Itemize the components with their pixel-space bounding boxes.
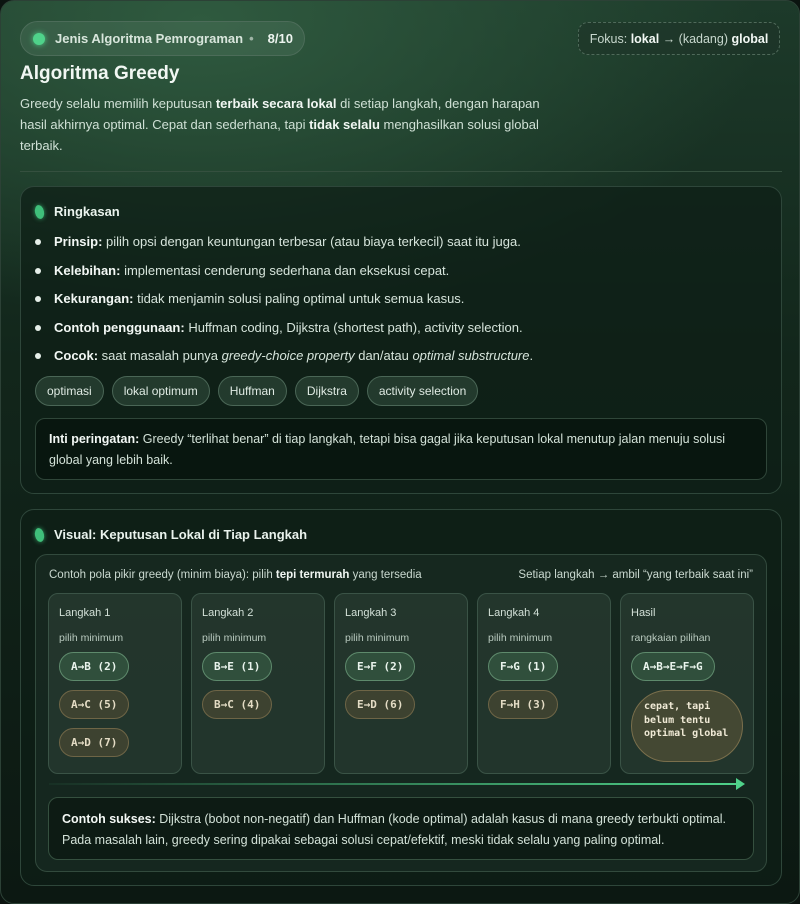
- success-note: Contoh sukses: Dijkstra (bobot non-negatif) dan Huffman (kode optimal) adalah kasus di mana greedy terbukti optimal. Pada masalah lain, greedy sering dipakai sebagai solusi cepat/efektif, meski tidak selalu yang paling optimal.: [48, 797, 754, 860]
- visual-title: Visual: Keputusan Lokal di Tiap Langkah: [35, 527, 307, 542]
- summary-title: Ringkasan: [35, 204, 120, 219]
- tag-optimasi[interactable]: optimasi: [35, 376, 104, 406]
- step-subtitle: pilih minimum: [202, 632, 267, 644]
- focus-pill: [578, 22, 780, 55]
- edge-chip-selected: A→B (2): [59, 652, 129, 681]
- step-title: Langkah 3: [345, 607, 397, 619]
- edge-chip-selected: E→F (2): [345, 652, 415, 681]
- result-card: [620, 593, 754, 774]
- step-subtitle: pilih minimum: [345, 632, 410, 644]
- edge-chip-selected: F→G (1): [488, 652, 558, 681]
- step-title: Langkah 2: [202, 607, 254, 619]
- tag-lokal-optimum[interactable]: lokal optimum: [112, 376, 210, 406]
- arrow-right-icon: [736, 778, 745, 790]
- step-subtitle: pilih minimum: [488, 632, 553, 644]
- step-title: Langkah 4: [488, 607, 540, 619]
- visual-diagram: [35, 554, 767, 872]
- tag-list: [35, 376, 486, 406]
- list-item: Kelebihan: implementasi cenderung sederhana dan eksekusi cepat.: [54, 262, 533, 291]
- progress-arrow-line: [49, 783, 739, 785]
- result-bubble: cepat, tapi belum tentu optimal global: [631, 690, 743, 762]
- edge-chip: F→H (3): [488, 690, 558, 719]
- edge-chip: B→C (4): [202, 690, 272, 719]
- summary-list: [54, 233, 533, 376]
- tag-dijkstra[interactable]: Dijkstra: [295, 376, 359, 406]
- list-item: Kekurangan: tidak menjamin solusi paling optimal untuk semua kasus.: [54, 290, 533, 319]
- step-card-2: [191, 593, 325, 774]
- result-subtitle: rangkaian pilihan: [631, 632, 711, 644]
- edge-chip: E→D (6): [345, 690, 415, 719]
- diagram-hint: Setiap langkah → ambil “yang terbaik saat ini”: [518, 569, 753, 581]
- summary-panel: [20, 186, 782, 494]
- leaf-icon: [34, 527, 46, 543]
- badge-separator: •: [249, 31, 254, 46]
- list-item: Cocok: saat masalah punya greedy-choice property dan/atau optimal substructure.: [54, 347, 533, 376]
- badge-count: 8/10: [267, 31, 293, 46]
- edge-chip: A→C (5): [59, 690, 129, 719]
- edge-chip: A→D (7): [59, 728, 129, 757]
- warning-note: Inti peringatan: Greedy “terlihat benar” di tiap langkah, tetapi bisa gagal jika keputusan lokal menutup jalan menuju solusi global yang lebih baik.: [35, 418, 767, 480]
- page-title: Algoritma Greedy: [20, 63, 180, 84]
- focus-middle: → (kadang): [662, 31, 728, 46]
- list-item: Prinsip: pilih opsi dengan keuntungan terbesar (atau biaya terkecil) saat itu juga.: [54, 233, 533, 262]
- leaf-icon: [34, 204, 46, 220]
- focus-local: lokal: [630, 31, 660, 46]
- result-title: Hasil: [631, 607, 656, 619]
- status-dot-icon: [33, 33, 45, 45]
- edge-chip-selected: B→E (1): [202, 652, 272, 681]
- tag-huffman[interactable]: Huffman: [218, 376, 287, 406]
- focus-global: global: [731, 31, 769, 46]
- step-card-3: [334, 593, 468, 774]
- intro-text: Greedy selalu memilih keputusan terbaik secara lokal di setiap langkah, dengan harapan hasil akhirnya optimal. Cepat dan sederhana, tapi tidak selalu menghasilkan solusi global terbaik.: [20, 96, 540, 153]
- diagram-caption: Contoh pola pikir greedy (minim biaya): pilih tepi termurah yang tersedia: [49, 569, 422, 581]
- divider: [20, 171, 782, 172]
- visual-panel: [20, 509, 782, 886]
- step-subtitle: pilih minimum: [59, 632, 124, 644]
- result-path-chip: A→B→E→F→G: [631, 652, 715, 681]
- step-card-1: [48, 593, 182, 774]
- badge-label: Jenis Algoritma Pemrograman: [55, 31, 244, 46]
- focus-prefix: Fokus:: [589, 31, 628, 46]
- step-title: Langkah 1: [59, 607, 111, 619]
- tag-activity-selection[interactable]: activity selection: [367, 376, 478, 406]
- topic-badge: [20, 21, 305, 56]
- list-item: Contoh penggunaan: Huffman coding, Dijkstra (shortest path), activity selection.: [54, 319, 533, 348]
- step-card-4: [477, 593, 611, 774]
